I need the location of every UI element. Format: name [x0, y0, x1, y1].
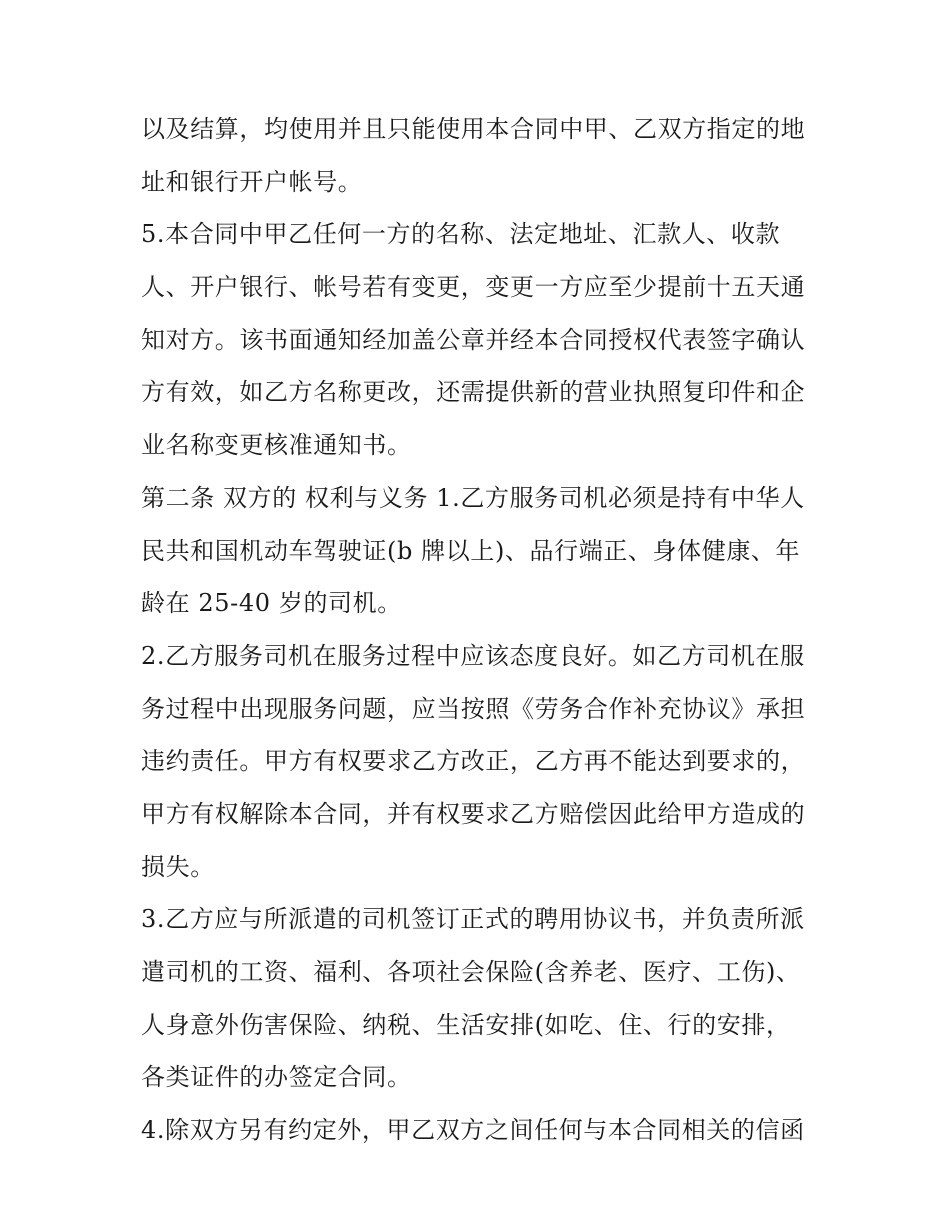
- text-line: 务过程中出现服务问题，应当按照《劳务合作补充协议》承担: [141, 694, 806, 723]
- text-line: 5.本合同中甲乙任何一方的名称、法定地址、汇款人、收款: [141, 220, 781, 249]
- text-line: 知对方。该书面通知经加盖公章并经本合同授权代表签字确认: [141, 325, 806, 354]
- text-line: 方有效，如乙方名称更改，还需提供新的营业执照复印件和企: [141, 378, 806, 407]
- text-line: 甲方有权解除本合同，并有权要求乙方赔偿因此给甲方造成的: [141, 799, 806, 828]
- text-line: 人身意外伤害保险、纳税、生活安排(如吃、住、行的安排，: [141, 1010, 791, 1039]
- text-line: 业名称变更核准通知书。: [141, 431, 412, 460]
- text-line: 民共和国机动车驾驶证(b 牌以上)、品行端正、身体健康、年: [141, 536, 801, 565]
- text-line: 以及结算，均使用并且只能使用本合同中甲、乙双方指定的地: [141, 115, 806, 143]
- text-line: 龄在 25-40 岁的司机。: [141, 589, 402, 618]
- text-line: 遣司机的工资、福利、各项社会保险(含养老、医疗、工伤)、: [141, 958, 801, 986]
- text-line: 各类证件的办签定合同。: [141, 1063, 412, 1092]
- text-line: 违约责任。甲方有权要求乙方改正，乙方再不能达到要求的，: [141, 747, 806, 776]
- text-line: 第二条 双方的 权利与义务 1.乙方服务司机必须是持有中华人: [141, 483, 805, 512]
- text-line: 址和银行开户帐号。: [141, 167, 363, 196]
- text-line: 人、开户银行、帐号若有变更，变更一方应至少提前十五天通: [141, 273, 806, 302]
- contract-body-text: [141, 103, 821, 1157]
- text-line: 损失。: [141, 852, 215, 881]
- text-line: 4.除双方另有约定外，甲乙双方之间任何与本合同相关的信函: [141, 1116, 805, 1145]
- text-line: 3.乙方应与所派遣的司机签订正式的聘用协议书，并负责所派: [141, 905, 805, 934]
- text-line: 2.乙方服务司机在服务过程中应该态度良好。如乙方司机在服: [141, 641, 805, 670]
